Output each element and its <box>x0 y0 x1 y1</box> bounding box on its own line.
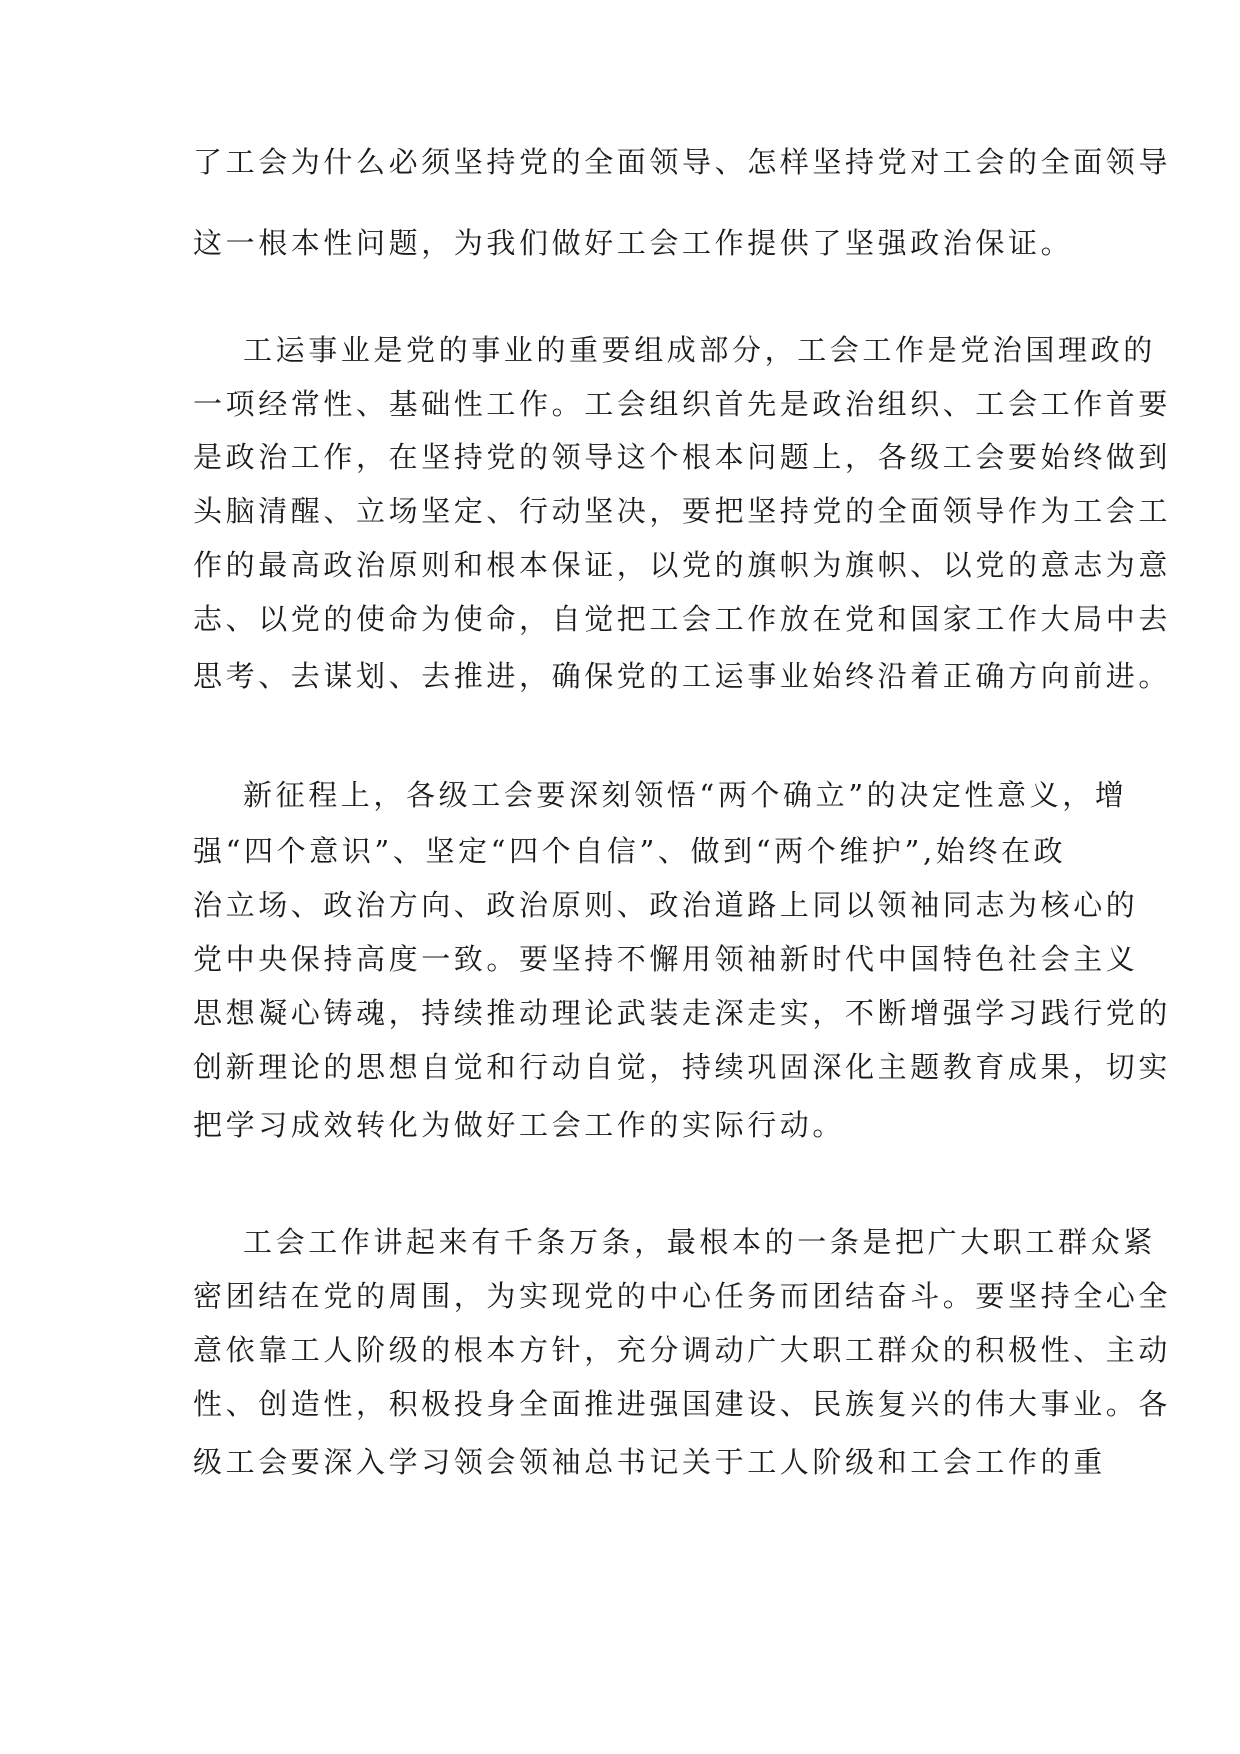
text-line: 新征程上，各级工会要深刻领悟“两个确立”的决定性意义，增 <box>243 778 1128 812</box>
text-line: 思想凝心铸魂，持续推动理论武装走深走实，不断增强学习践行党的 <box>193 996 1172 1030</box>
text-line: 工运事业是党的事业的重要组成部分，工会工作是党治国理政的 <box>243 333 1156 367</box>
text-line: 密团结在党的周围，为实现党的中心任务而团结奋斗。要坚持全心全 <box>193 1279 1172 1313</box>
text-line: 把学习成效转化为做好工会工作的实际行动。 <box>193 1108 846 1142</box>
text-line: 党中央保持高度一致。要坚持不懈用领袖新时代中国特色社会主义 <box>193 942 1139 976</box>
text-line: 头脑清醒、立场坚定、行动坚决，要把坚持党的全面领导作为工会工 <box>193 494 1172 528</box>
text-line: 工会工作讲起来有千条万条，最根本的一条是把广大职工群众紧 <box>243 1225 1156 1259</box>
text-line: 治立场、政治方向、政治原则、政治道路上同以领袖同志为核心的 <box>193 888 1139 922</box>
text-line: 思考、去谋划、去推进，确保党的工运事业始终沿着正确方向前进。 <box>193 659 1172 693</box>
text-line: 意依靠工人阶级的根本方针，充分调动广大职工群众的积极性、主动 <box>193 1333 1172 1367</box>
text-line: 这一根本性问题，为我们做好工会工作提供了坚强政治保证。 <box>193 226 1074 260</box>
text-line: 作的最高政治原则和根本保证，以党的旗帜为旗帜、以党的意志为意 <box>193 548 1172 582</box>
text-line: 了工会为什么必须坚持党的全面领导、怎样坚持党对工会的全面领导 <box>193 145 1172 179</box>
text-line: 是政治工作，在坚持党的领导这个根本问题上，各级工会要始终做到 <box>193 440 1172 474</box>
text-line: 强“四个意识”、坚定“四个自信”、做到“两个维护”,始终在政 <box>193 834 1067 868</box>
text-line: 级工会要深入学习领会领袖总书记关于工人阶级和工会工作的重 <box>193 1445 1106 1479</box>
text-line: 志、以党的使命为使命，自觉把工会工作放在党和国家工作大局中去 <box>193 602 1172 636</box>
text-line: 性、创造性，积极投身全面推进强国建设、民族复兴的伟大事业。各 <box>193 1387 1172 1421</box>
text-line: 一项经常性、基础性工作。工会组织首先是政治组织、工会工作首要 <box>193 387 1172 421</box>
text-line: 创新理论的思想自觉和行动自觉，持续巩固深化主题教育成果，切实 <box>193 1050 1172 1084</box>
